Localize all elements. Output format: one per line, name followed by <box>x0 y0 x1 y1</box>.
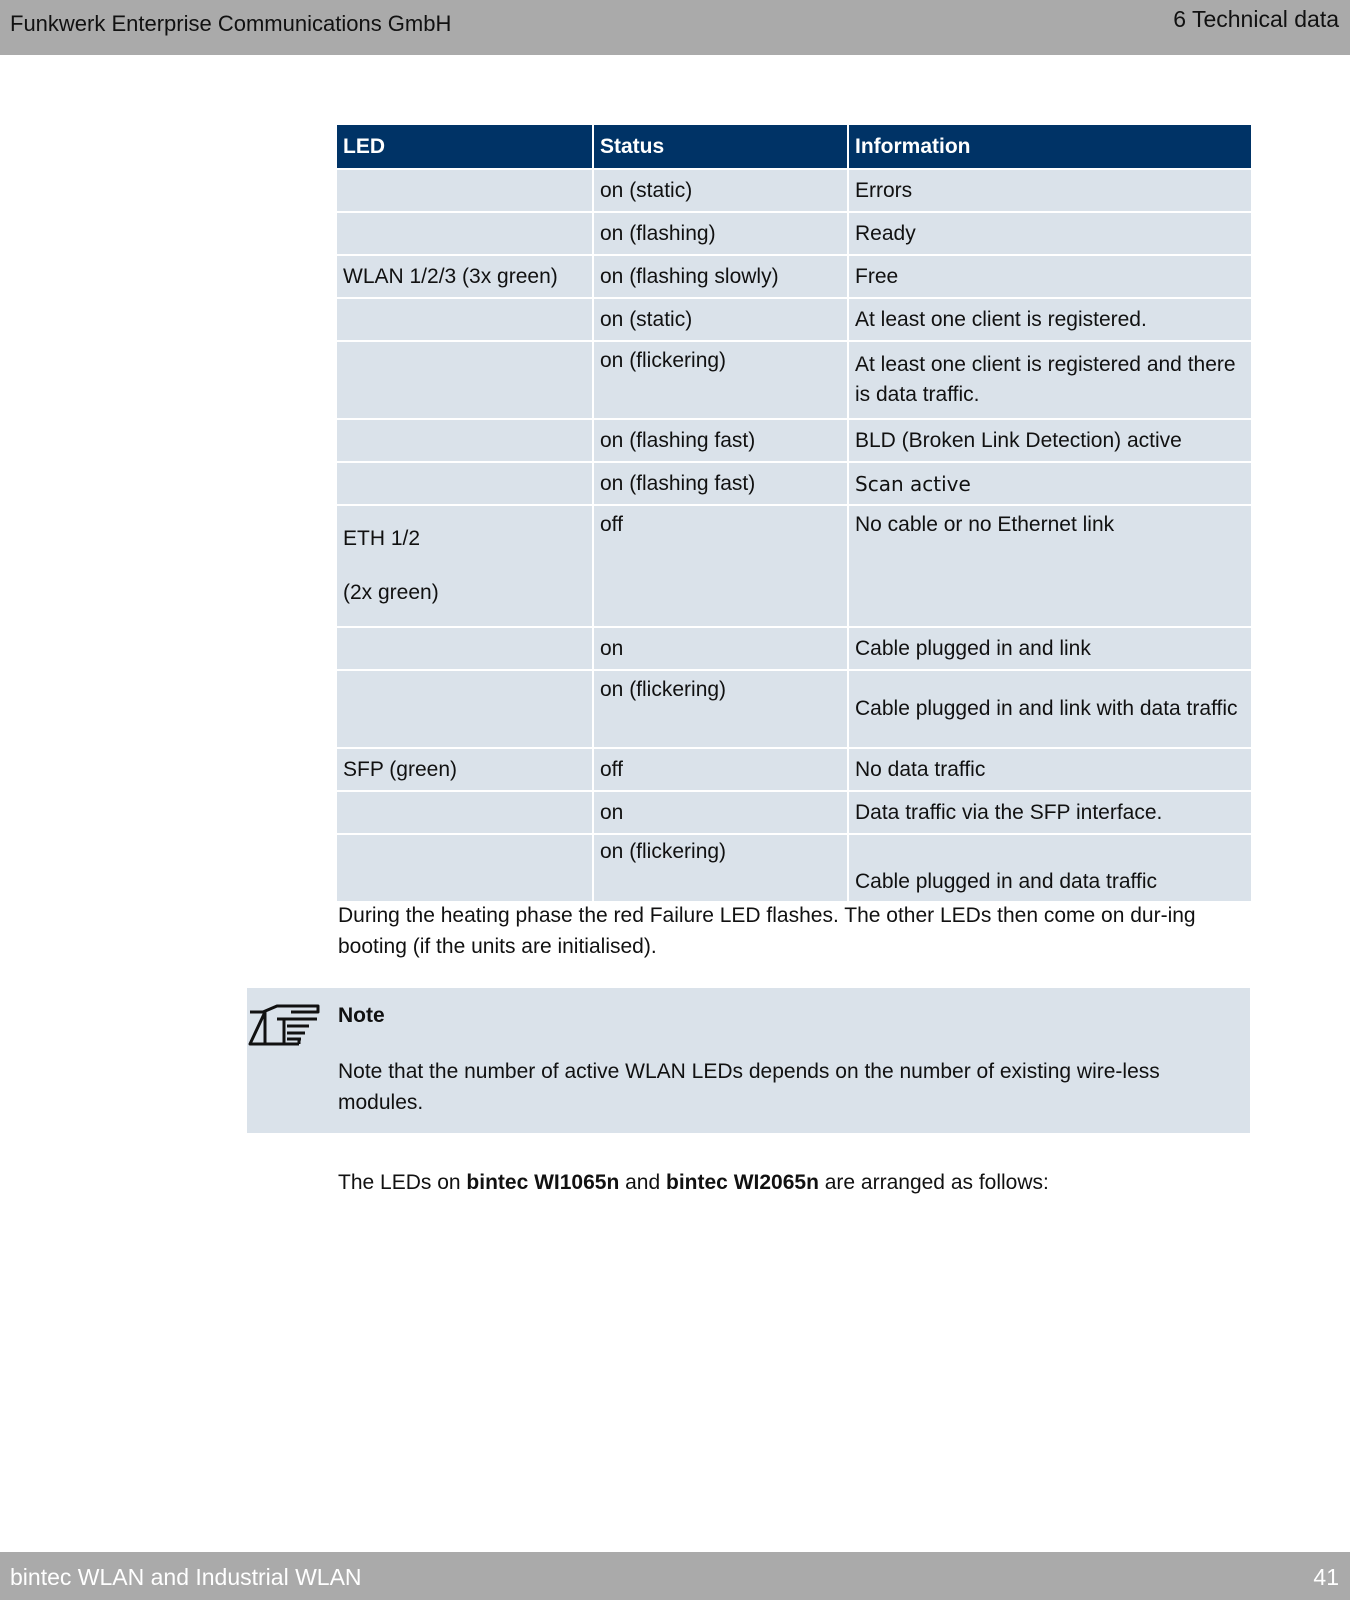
cell-led: SFP (green) <box>337 748 593 791</box>
cell-led <box>337 505 593 627</box>
table-header-row <box>337 125 1251 169</box>
cell-status: on <box>593 627 848 670</box>
cell-information: BLD (Broken Link Detection) active <box>848 419 1251 462</box>
cell-status: off <box>593 505 848 627</box>
cell-information: Ready <box>848 212 1251 255</box>
cell-led <box>337 169 593 212</box>
cell-led <box>337 298 593 341</box>
table-row <box>337 298 1251 341</box>
pointing-hand-icon <box>247 1004 323 1053</box>
cell-led <box>337 834 593 901</box>
cell-information: At least one client is registered. <box>848 298 1251 341</box>
product-name: bintec WI2065n <box>666 1171 819 1194</box>
note-text: Note that the number of active WLAN LEDs depends on the number of existing wire-less modules. <box>338 1060 1160 1114</box>
table-row <box>337 670 1251 748</box>
table-row <box>337 255 1251 298</box>
cell-information: Errors <box>848 169 1251 212</box>
led-status-table <box>337 125 1251 901</box>
table-row <box>337 791 1251 834</box>
cell-status: on (static) <box>593 298 848 341</box>
cell-information: Free <box>848 255 1251 298</box>
cell-information: Data traffic via the SFP interface. <box>848 791 1251 834</box>
cell-led-color: (2x green) <box>343 581 439 604</box>
cell-led <box>337 462 593 505</box>
cell-led <box>337 791 593 834</box>
table-row <box>337 834 1251 901</box>
text-span: The LEDs on <box>338 1171 467 1194</box>
cell-led <box>337 627 593 670</box>
cell-status: on (flashing fast) <box>593 462 848 505</box>
column-header-status: Status <box>593 125 848 169</box>
cell-status: on (flashing slowly) <box>593 255 848 298</box>
table-row <box>337 505 1251 627</box>
table-row <box>337 462 1251 505</box>
led-arrangement-paragraph <box>338 1171 1049 1195</box>
table-row <box>337 212 1251 255</box>
table-row <box>337 748 1251 791</box>
text-span: and <box>619 1171 667 1194</box>
document-title: bintec WLAN and Industrial WLAN <box>10 1564 362 1590</box>
cell-led-name: ETH 1/2 <box>343 527 421 550</box>
cell-information: Cable plugged in and data traffic <box>848 834 1251 901</box>
cell-information: No data traffic <box>848 748 1251 791</box>
column-header-led: LED <box>337 125 593 169</box>
cell-led <box>337 212 593 255</box>
cell-information: Scan active <box>848 462 1251 505</box>
note-box <box>247 988 1250 1133</box>
cell-status: on (flickering) <box>593 341 848 419</box>
column-header-information: Information <box>848 125 1251 169</box>
table-row <box>337 627 1251 670</box>
cell-information: No cable or no Ethernet link <box>848 505 1251 627</box>
cell-status: on (flashing fast) <box>593 419 848 462</box>
cell-led <box>337 341 593 419</box>
cell-status: on (flickering) <box>593 834 848 901</box>
table-row <box>337 419 1251 462</box>
table-row <box>337 341 1251 419</box>
table-row <box>337 169 1251 212</box>
cell-status: off <box>593 748 848 791</box>
text-span: are arranged as follows: <box>818 1171 1049 1194</box>
page-header <box>0 0 1350 55</box>
cell-status: on (flickering) <box>593 670 848 748</box>
cell-information: Cable plugged in and link <box>848 627 1251 670</box>
cell-status: on (static) <box>593 169 848 212</box>
company-name: Funkwerk Enterprise Communications GmbH <box>10 11 452 36</box>
cell-information: At least one client is registered and there is data traffic. <box>848 341 1251 419</box>
cell-information: Cable plugged in and link with data traffic <box>848 670 1251 748</box>
page-footer <box>0 1552 1350 1600</box>
cell-led <box>337 419 593 462</box>
page-number: 41 <box>1313 1564 1339 1590</box>
cell-led: WLAN 1/2/3 (3x green) <box>337 255 593 298</box>
cell-led <box>337 670 593 748</box>
heating-phase-paragraph: During the heating phase the red Failure LED flashes. The other LEDs then come on dur-ing booting (if the units are initialised). <box>338 904 1196 958</box>
product-name: bintec WI1065n <box>466 1171 620 1194</box>
chapter-title: 6 Technical data <box>1173 6 1339 32</box>
note-title: Note <box>338 1004 385 1027</box>
cell-status: on (flashing) <box>593 212 848 255</box>
cell-status: on <box>593 791 848 834</box>
